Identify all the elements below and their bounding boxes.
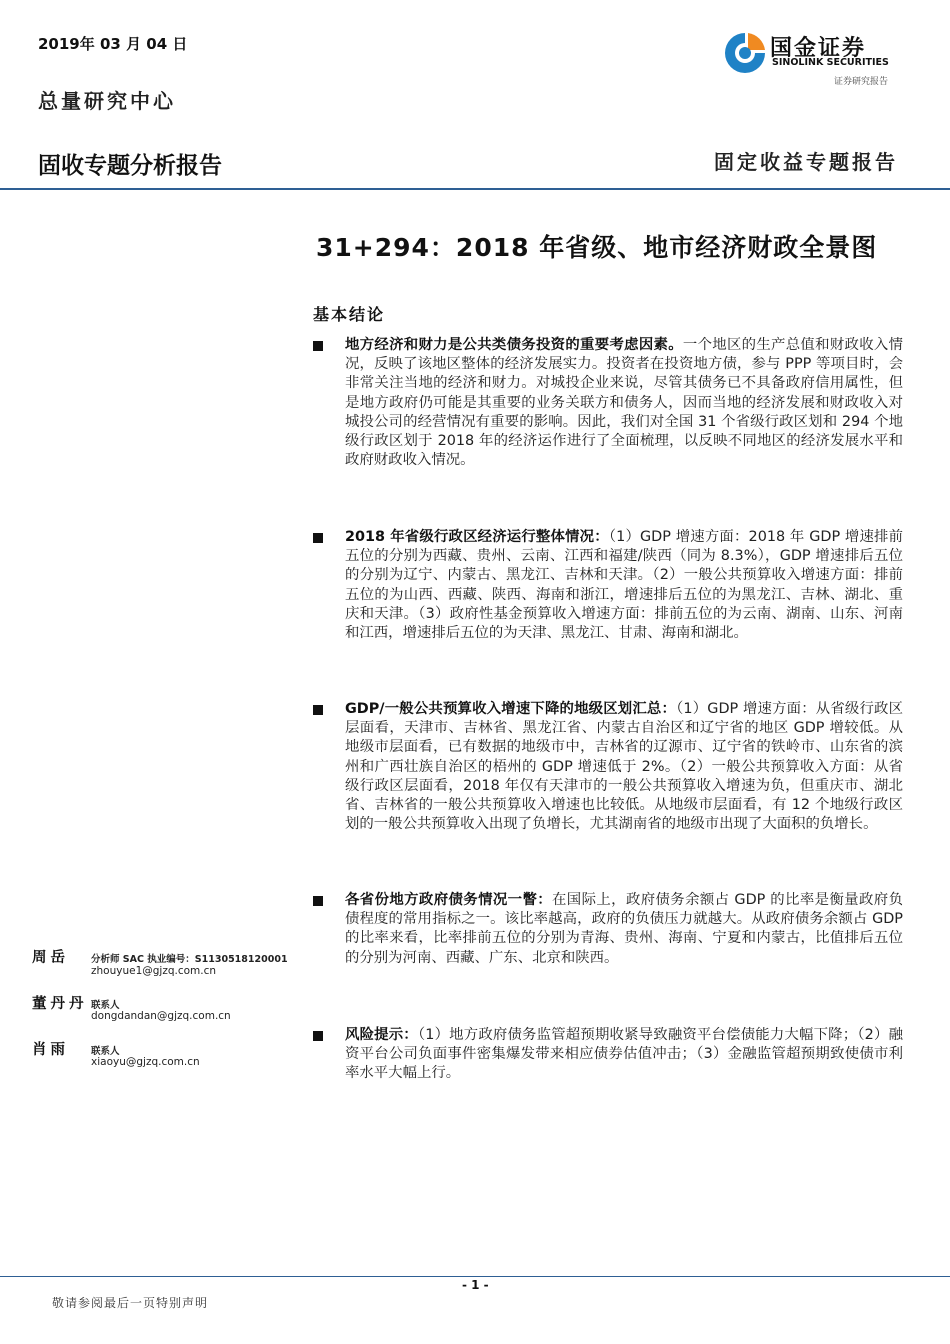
conclusion-paragraph — [345, 336, 903, 470]
analyst-email[interactable]: zhouyue1@gjzq.com.cn — [91, 965, 217, 977]
paragraph-lead: 2018 年省级行政区经济运行整体情况： — [345, 529, 609, 545]
logo-subtitle: 证券研究报告 — [834, 77, 889, 87]
conclusion-paragraph — [345, 528, 903, 643]
analyst-name: 董丹丹 — [32, 995, 88, 1012]
analyst-name: 肖雨 — [32, 1041, 69, 1058]
bullet-marker — [313, 1031, 323, 1041]
bullet-marker — [313, 341, 323, 351]
paragraph-lead: 各省份地方政府债务情况一瞥： — [345, 892, 553, 908]
report-type: 固定收益专题报告 — [714, 150, 898, 174]
analyst-email[interactable]: xiaoyu@gjzq.com.cn — [91, 1056, 200, 1068]
sinolink-logo-icon — [722, 30, 768, 76]
bullet-marker — [313, 533, 323, 543]
footer-divider — [0, 1276, 950, 1277]
research-center: 总量研究中心 — [38, 89, 176, 113]
logo-name-en: SINOLINK SECURITIES — [772, 57, 889, 68]
analyst-role: 联系人 — [91, 1000, 120, 1011]
paragraph-body: 在国际上，政府债务余额占 GDP 的比率是衡量政府负债程度的常用指标之一。该比率越高，政府的负债压力就越大。从政府债务余额占 GDP 的比率来看，比率排前五位的分别为青海、贵州、海南、宁夏和内蒙古，比值排后五位的分别为河南、西藏、广东、北京和陕西。 — [345, 892, 903, 966]
conclusion-paragraph — [345, 1026, 903, 1084]
analyst-role: 联系人 — [91, 1046, 120, 1057]
bullet-marker — [313, 705, 323, 715]
paragraph-body: 一个地区的生产总值和财政收入情况，反映了该地区整体的经济发展实力。投资者在投资地方债，参与 PPP 等项目时，会非常关注当地的经济和财力。对城投企业来说，尽管其债务已不具备政府信用属性，但是地方政府仍可能是其重要的业务关联方和债务人，因而当地的经济发展和财政收入对城投公司的经营情况有重要的影响。因此，我们对全国 31 个省级行政区划和 294 个地级行政区划于 2018 年的经济运作进行了全面梳理，以反映不同地区的经济发展水平和政府财政收入情况。 — [345, 337, 903, 469]
analyst-name: 周岳 — [32, 949, 69, 966]
header-divider — [0, 188, 950, 190]
conclusion-paragraph — [345, 700, 903, 834]
conclusion-paragraph — [345, 891, 903, 968]
paragraph-lead: GDP/一般公共预算收入增速下降的地级区划汇总： — [345, 701, 677, 717]
paragraph-lead: 风险提示： — [345, 1027, 418, 1043]
report-date: 2019年 03 月 04 日 — [38, 35, 188, 53]
logo-name-cn: 国金证券 — [770, 36, 867, 61]
report-category-title: 固收专题分析报告 — [38, 153, 222, 179]
paragraph-body: （1）GDP 增速方面：从省级行政区层面看，天津市、吉林省、黑龙江省、内蒙古自治区和辽宁省的地区 GDP 增较低。从地级市层面看，已有数据的地级市中，吉林省的辽源市、辽宁省的铁岭市、山东省的滨州和广西壮族自治区的梧州的 GDP 增速低于 2%。（2）一般公共预算收入方面：从省级行政区层面看，2018 年仅有天津市的一般公共预算收入增速为负，但重庆市、湖北省、吉林省的一般公共预算收入增速也比较低。从地级市层面看，有 12 个地级行政区划的一般公共预算收入出现了负增长，尤其湖南省的地级市出现了大面积的负增长。 — [345, 701, 903, 833]
section-heading: 基本结论 — [313, 305, 386, 324]
paragraph-body: （1）地方政府债务监管超预期收紧导致融资平台偿债能力大幅下降；（2）融资平台公司负面事件密集爆发带来相应债券估值冲击；（3）金融监管超预期致使债市利率水平大幅上行。 — [345, 1027, 903, 1082]
footer-disclaimer: 敬请参阅最后一页特别声明 — [52, 1296, 209, 1310]
analyst-role: 分析师 SAC 执业编号：S1130518120001 — [91, 954, 288, 965]
bullet-marker — [313, 896, 323, 906]
paragraph-body: （1）GDP 增速方面：2018 年 GDP 增速排前五位的分别为西藏、贵州、云南、江西和福建/陕西（同为 8.3%），GDP 增速排后五位的分别为辽宁、内蒙古、黑龙江、吉林和天津。（2）一般公共预算收入增速方面：排前五位的为山西、西藏、陕西、海南和浙江，增速排后五位的为黑龙江、吉林、湖北、重庆和天津。（3）政府性基金预算收入增速方面：排前五位的为云南、湖南、山东、河南和江西，增速排后五位的为天津、黑龙江、甘肃、海南和湖北。 — [345, 529, 903, 642]
paragraph-lead: 地方经济和财力是公共类债务投资的重要考虑因素。 — [345, 337, 683, 353]
main-title: 31+294：2018 年省级、地市经济财政全景图 — [316, 233, 878, 262]
analyst-email[interactable]: dongdandan@gjzq.com.cn — [91, 1010, 231, 1022]
page-number: - 1 - — [462, 1278, 489, 1292]
